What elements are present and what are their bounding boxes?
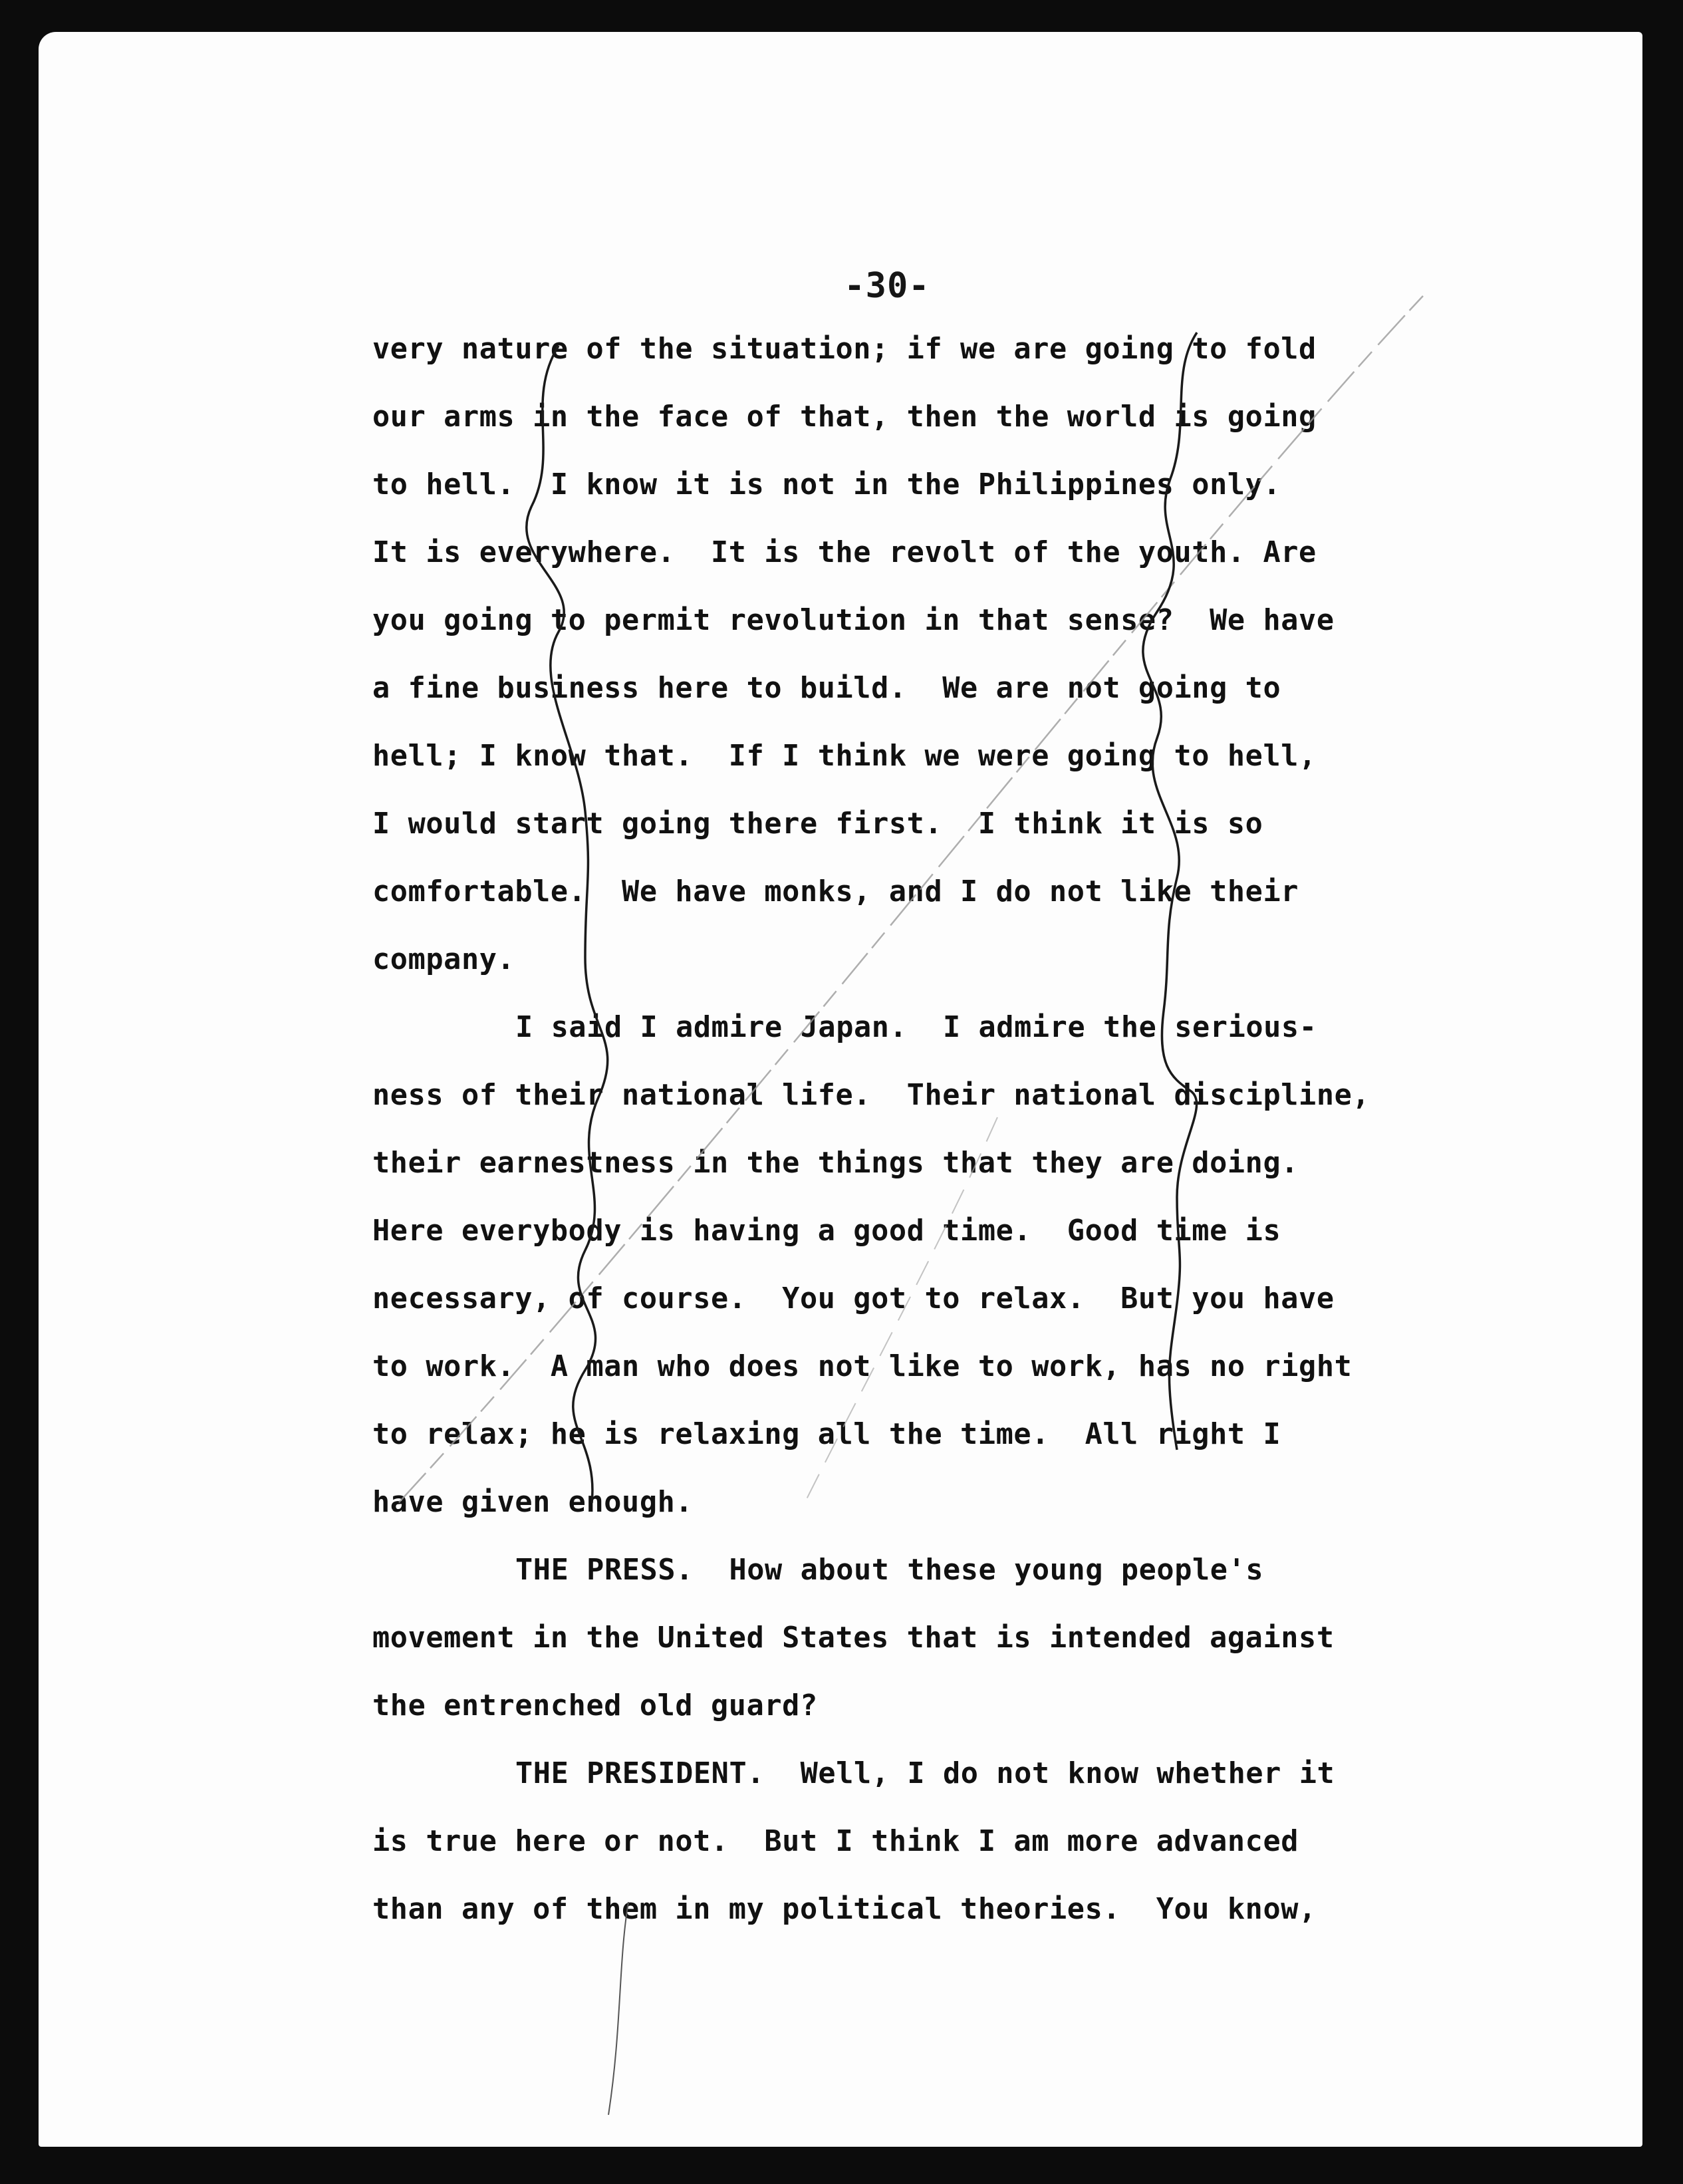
document-body bbox=[372, 315, 1503, 1943]
paragraph-first-line: THE PRESS. How about these young people's bbox=[515, 1554, 1264, 1587]
text-line: company. bbox=[372, 943, 515, 976]
text-line: comfortable. We have monks, and I do not like their bbox=[372, 875, 1299, 908]
page-number: -30- bbox=[844, 266, 930, 306]
text-line: necessary, of course. You got to relax. But you have bbox=[372, 1282, 1335, 1315]
text-line: is true here or not. But I think I am more advanced bbox=[372, 1825, 1299, 1858]
text-line: Here everybody is having a good time. Good time is bbox=[372, 1214, 1281, 1248]
text-line: It is everywhere. It is the revolt of the youth. Are bbox=[372, 536, 1317, 569]
text-line: their earnestness in the things that they are doing. bbox=[372, 1147, 1299, 1180]
text-line: I would start going there first. I think it is so bbox=[372, 807, 1263, 841]
text-line: ness of their national life. Their national discipline, bbox=[372, 1079, 1370, 1112]
text-line: than any of them in my political theories. You know, bbox=[372, 1893, 1317, 1926]
text-line: very nature of the situation; if we are going to fold bbox=[372, 333, 1317, 366]
text-line: have given enough. bbox=[372, 1486, 694, 1519]
paragraph-first-line: THE PRESIDENT. Well, I do not know whether it bbox=[515, 1757, 1335, 1790]
text-line: to relax; he is relaxing all the time. All right I bbox=[372, 1418, 1281, 1451]
text-line: the entrenched old guard? bbox=[372, 1689, 818, 1722]
text-line: hell; I know that. If I think we were going to hell, bbox=[372, 740, 1317, 773]
text-line: movement in the United States that is intended against bbox=[372, 1621, 1335, 1655]
paragraph-first-line: I said I admire Japan. I admire the serious- bbox=[515, 1011, 1317, 1044]
text-line: to work. A man who does not like to work, has no right bbox=[372, 1350, 1353, 1383]
text-line: a fine business here to build. We are not going to bbox=[372, 672, 1281, 705]
text-line: you going to permit revolution in that sense? We have bbox=[372, 604, 1335, 637]
text-line: our arms in the face of that, then the world is going bbox=[372, 400, 1317, 434]
text-line: to hell. I know it is not in the Philippines only. bbox=[372, 468, 1281, 501]
